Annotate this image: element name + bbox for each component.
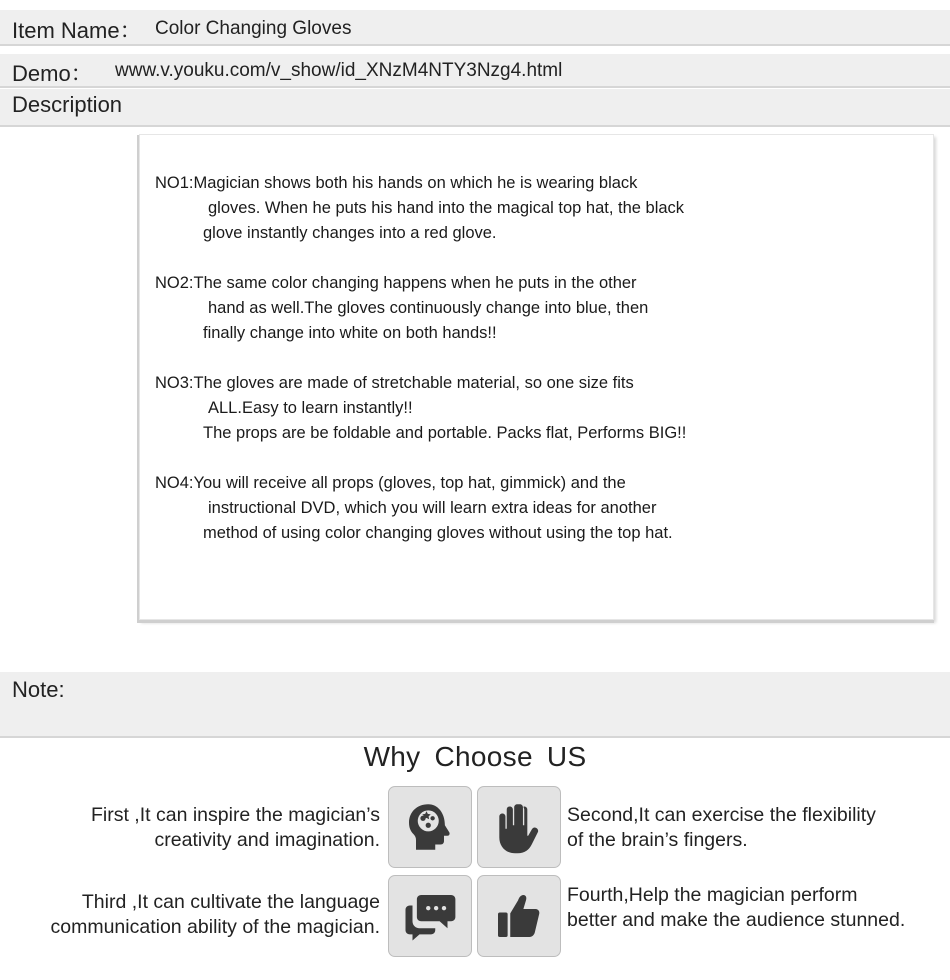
item-name-value: Color Changing Gloves [155, 18, 352, 39]
feature-line: Second,It can exercise the flexibility [567, 804, 876, 826]
paragraph-line: finally change into white on both hands!! [203, 324, 497, 342]
head-brain-icon [402, 799, 458, 855]
description-paragraph-3 [155, 371, 686, 446]
chat-bubbles-icon [402, 888, 458, 944]
feature-line: Fourth,Help the magician perform [567, 884, 858, 906]
paragraph-line: glove instantly changes into a red glove. [203, 224, 497, 242]
feature-line: creativity and imagination. [154, 829, 380, 851]
paragraph-line: NO3:The gloves are made of stretchable material, so one size fits [155, 374, 634, 392]
why-choose-us-title: Why Choose US [363, 741, 587, 772]
feature-third-tile [388, 875, 472, 957]
paragraph-line: instructional DVD, which you will learn extra ideas for another [208, 499, 657, 517]
paragraph-line: NO2:The same color changing happens when he puts in the other [155, 274, 637, 292]
note-bar [0, 672, 950, 738]
thumbs-up-icon [491, 888, 547, 944]
feature-line: communication ability of the magician. [50, 916, 380, 938]
paragraph-line: The props are be foldable and portable. Packs flat, Performs BIG!! [203, 424, 687, 442]
feature-third [0, 890, 380, 940]
paragraph-line: hand as well.The gloves continuously change into blue, then [208, 299, 649, 317]
feature-second-tile [477, 786, 561, 868]
demo-bar [0, 54, 950, 88]
feature-line: better and make the audience stunned. [567, 909, 906, 931]
paragraph-line: NO4:You will receive all props (gloves, top hat, gimmick) and the [155, 474, 626, 492]
item-name-bar [0, 10, 950, 46]
feature-fourth-tile [477, 875, 561, 957]
paragraph-line: NO1:Magician shows both his hands on which he is wearing black [155, 174, 638, 192]
paragraph-line: gloves. When he puts his hand into the magical top hat, the black [208, 199, 685, 217]
feature-line: Third ,It can cultivate the language [81, 891, 380, 913]
feature-first [0, 803, 380, 853]
feature-line: First ,It can inspire the magician’s [90, 804, 380, 826]
description-paragraph-1 [155, 171, 684, 246]
feature-line: of the brain’s fingers. [567, 829, 748, 851]
description-box [139, 134, 934, 620]
paragraph-line: method of using color changing gloves without using the top hat. [203, 524, 673, 542]
feature-fourth [567, 883, 905, 933]
paragraph-line: ALL.Easy to learn instantly!! [208, 399, 413, 417]
demo-label: Demo： [12, 61, 93, 86]
description-bar [0, 89, 950, 127]
note-label: Note: [12, 677, 65, 702]
demo-link[interactable]: www.v.youku.com/v_show/id_XNzM4NTY3Nzg4.html [115, 60, 563, 81]
hand-icon [491, 799, 547, 855]
description-paragraph-4 [155, 471, 673, 546]
item-name-label: Item Name： [12, 18, 142, 43]
description-paragraph-2 [155, 271, 648, 346]
feature-second [567, 803, 876, 853]
feature-first-tile [388, 786, 472, 868]
description-label: Description [12, 92, 123, 117]
